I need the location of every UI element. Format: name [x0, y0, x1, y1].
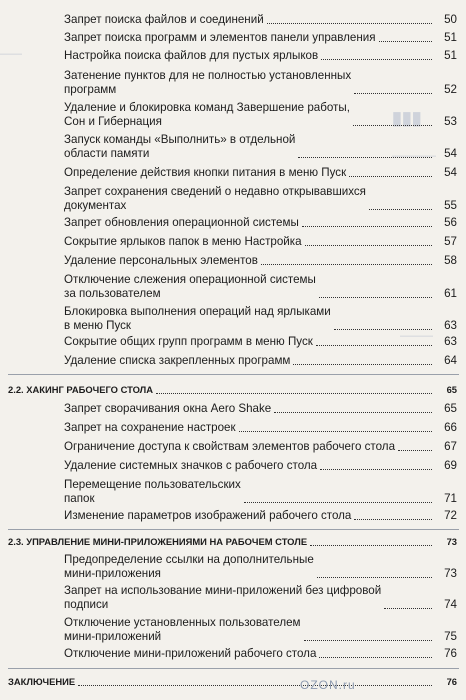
dot-leader [316, 345, 432, 346]
dot-leader [274, 412, 432, 413]
toc-entry-title: Запрет поиска программ и элементов панели управления [64, 31, 376, 44]
toc-entry-title: Отключение слежения операционной системы за пользователем [64, 273, 316, 300]
toc-entry-page: 54 [444, 166, 457, 179]
toc-entry[interactable] [64, 216, 457, 230]
toc-entry-title: Запрет обновления операционной системы [64, 216, 299, 229]
toc-section-page: 76 [446, 676, 457, 687]
toc-entry-page: 56 [444, 216, 457, 229]
toc-entry-title: Отключение установленных пользователем мини-приложений [64, 616, 301, 643]
toc-section-title: 2.3. УПРАВЛЕНИЕ МИНИ-ПРИЛОЖЕНИЯМИ НА РАБОЧЕМ СТОЛЕ [8, 536, 308, 547]
toc-entry-page: 50 [444, 13, 457, 26]
toc-entry[interactable] [64, 133, 457, 161]
toc-entry-page: 65 [444, 402, 457, 415]
toc-entry[interactable] [64, 478, 457, 506]
toc-section-heading[interactable] [8, 535, 457, 549]
toc-entry-title: Отключение мини-приложений рабочего стола [64, 647, 317, 660]
toc-entry[interactable] [64, 509, 457, 523]
dot-leader [398, 450, 432, 451]
toc-entry[interactable] [64, 421, 457, 435]
toc-entry-page: 51 [444, 31, 457, 44]
toc-entry-title: Удаление и блокировка команд Завершение работы, Сон и Гибернация [64, 101, 350, 128]
show-through: ———— [392, 150, 436, 162]
toc-entry[interactable] [64, 185, 457, 213]
toc-entry-page: 57 [444, 235, 457, 248]
dot-leader [319, 657, 432, 658]
toc-entry-title: Запрет поиска файлов и соединений [64, 13, 264, 26]
toc-entry-page: 63 [444, 335, 457, 348]
toc-entry-title: Сокрытие общих групп программ в меню Пуск [64, 335, 313, 348]
toc-entry[interactable] [64, 49, 457, 63]
toc-section-title: 2.2. ХАКИНГ РАБОЧЕГО СТОЛА [8, 384, 154, 395]
dot-leader [305, 245, 432, 246]
toc-entry[interactable] [64, 166, 457, 180]
toc-entry-page: 69 [444, 459, 457, 472]
toc-entry-title: Запрет на использование мини-приложений без цифровой подписи [64, 584, 382, 611]
toc-entry-page: 61 [444, 287, 457, 300]
dot-leader [349, 176, 432, 177]
toc-entry-page: 51 [444, 49, 457, 62]
dot-leader [267, 23, 432, 24]
dot-leader [317, 577, 432, 578]
dot-leader [320, 469, 432, 470]
show-through: ▮▮▮ [392, 108, 422, 128]
toc-entry-page: 63 [444, 319, 457, 332]
toc-section-page: 65 [446, 384, 457, 395]
dot-leader [304, 640, 432, 641]
toc-entry[interactable] [64, 273, 457, 301]
toc-entry-title: Изменение параметров изображений рабочего стола [64, 509, 352, 522]
dot-leader [244, 502, 432, 503]
toc-entry[interactable] [64, 235, 457, 249]
toc-section-page: 73 [446, 536, 457, 547]
toc-section-heading[interactable] [8, 383, 457, 397]
toc-entry[interactable] [64, 69, 457, 97]
toc-entry-page: 54 [444, 147, 457, 160]
dot-leader [334, 329, 432, 330]
toc-entry[interactable] [64, 553, 457, 581]
toc-entry-title: Перемещение пользовательских папок [64, 478, 241, 505]
dot-leader [239, 431, 432, 432]
toc-entry[interactable] [64, 647, 457, 661]
toc-entry-page: 67 [444, 440, 457, 453]
toc-entry-title: Удаление системных значков с рабочего стола [64, 459, 318, 472]
dot-leader [321, 59, 432, 60]
dot-leader [319, 297, 432, 298]
toc-entry-page: 72 [444, 509, 457, 522]
toc-entry-title: Запрет сохранения сведений о недавно открывавшихся документах [64, 185, 366, 212]
toc-entry-title: Запрет сворачивания окна Aero Shake [64, 402, 272, 415]
toc-entry[interactable] [64, 13, 457, 27]
show-through: —— [0, 48, 22, 60]
toc-entry-page: 58 [444, 254, 457, 267]
dot-leader [156, 393, 432, 394]
toc-entry[interactable] [64, 254, 457, 268]
toc-entry-page: 52 [444, 83, 457, 96]
section-divider [8, 374, 459, 375]
dot-leader [298, 157, 432, 158]
dot-leader [354, 519, 432, 520]
dot-leader [78, 685, 432, 686]
toc-entry-page: 55 [444, 199, 457, 212]
dot-leader [384, 608, 432, 609]
toc-entry-title: Предопределение ссылки на дополнительные мини-приложения [64, 553, 314, 580]
dot-leader [353, 125, 432, 126]
dot-leader [293, 364, 432, 365]
dot-leader [261, 264, 432, 265]
toc-entry[interactable] [64, 440, 457, 454]
toc-entry[interactable] [64, 335, 457, 349]
toc-entry[interactable] [64, 459, 457, 473]
toc-entry-title: Удаление персональных элементов [64, 254, 258, 267]
toc-entry-page: 53 [444, 115, 457, 128]
toc-section-title: ЗАКЛЮЧЕНИЕ [8, 676, 76, 687]
toc-entry[interactable] [64, 31, 457, 45]
dot-leader [302, 226, 432, 227]
ozon-watermark: OZON.ru [300, 678, 356, 692]
dot-leader [369, 209, 432, 210]
toc-entry-page: 66 [444, 421, 457, 434]
toc-entry-page: 73 [444, 567, 457, 580]
toc-entry-page: 71 [444, 492, 457, 505]
toc-entry-title: Запуск команды «Выполнить» в отдельной области памяти [64, 133, 296, 160]
dot-leader [310, 545, 432, 546]
toc-entry-title: Сокрытие ярлыков папок в меню Настройка [64, 235, 302, 248]
show-through: ——— [400, 330, 433, 342]
section-divider [8, 668, 459, 669]
toc-entry-page: 74 [444, 598, 457, 611]
toc-entry-title: Удаление списка закрепленных программ [64, 354, 291, 367]
toc-entry-page: 76 [444, 647, 457, 660]
toc-entry[interactable] [64, 402, 457, 416]
toc-entry-page: 64 [444, 354, 457, 367]
toc-entry-title: Определение действия кнопки питания в меню Пуск [64, 166, 347, 179]
dot-leader [354, 93, 432, 94]
toc-entry[interactable] [64, 616, 457, 644]
toc-section-heading[interactable] [8, 675, 457, 689]
toc-entry-title: Блокировка выполнения операций над ярлыками в меню Пуск [64, 305, 331, 332]
toc-entry[interactable] [64, 584, 457, 612]
dot-leader [379, 41, 432, 42]
toc-entry-title: Ограничение доступа к свойствам элементов рабочего стола [64, 440, 396, 453]
toc-entry-title: Запрет на сохранение настроек [64, 421, 236, 434]
toc-entry[interactable] [64, 101, 457, 129]
toc-entry-page: 75 [444, 630, 457, 643]
toc-entry-title: Настройка поиска файлов для пустых ярлыков [64, 49, 319, 62]
section-divider [8, 529, 459, 530]
toc-entry[interactable] [64, 354, 457, 368]
toc-entry[interactable] [64, 305, 457, 333]
toc-entry-title: Затенение пунктов для не полностью установленных программ [64, 69, 352, 96]
